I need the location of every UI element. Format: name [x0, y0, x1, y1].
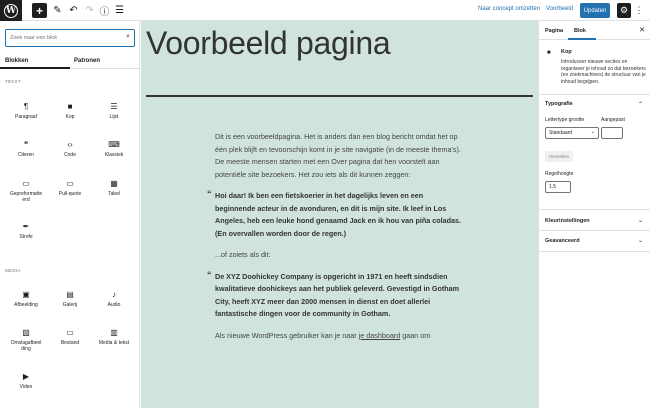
typography-heading[interactable]: Typografie — [545, 101, 573, 107]
image-icon: ▣ — [22, 290, 30, 299]
quote-block-1[interactable]: “ Hoi daar! Ik ben een fietskoerier in het dagelijks leven en een beginnende acteur in de avonduren, en dit is mijn site. Ik leef in Los Angeles, heb een leuke hond genaamd Jack en ik hou van piña coladas. (En overvallen worden door de regen.) — [215, 190, 465, 240]
quote-icon: ❝ — [23, 140, 29, 149]
block-strofe[interactable]: ✒ Strofe — [4, 221, 48, 257]
block-card-title: Kop — [561, 49, 572, 55]
tab-patronen[interactable]: Patronen — [74, 58, 101, 64]
sidebar-tabs — [539, 21, 650, 40]
list-icon: ☰ — [110, 102, 118, 111]
block-pull-quote[interactable]: ▭ Pull-quote — [48, 178, 92, 214]
outro-paragraph[interactable]: Als nieuwe WordPress gebruiker kan je naar je dashboard gaan om — [215, 330, 431, 340]
block-inserter-panel — [0, 21, 140, 408]
divider — [539, 230, 650, 231]
list-view-icon[interactable]: ☰ — [115, 5, 124, 16]
custom-size-input[interactable] — [601, 127, 623, 139]
block-omslagafbeelding[interactable]: ▨ Omslagafbeel ding — [4, 327, 48, 363]
block-afbeelding[interactable]: ▣ Afbeelding — [4, 289, 48, 325]
reset-button[interactable]: Herstellen — [545, 151, 573, 162]
save-draft-button[interactable]: Naar concept omzetten — [478, 6, 541, 12]
block-gepreformatteerd[interactable]: ▭ Gepreformatte erd — [4, 178, 48, 214]
verse-icon: ✒ — [22, 222, 30, 231]
color-settings-heading[interactable]: Kleurinstellingen — [545, 218, 590, 224]
cover-icon: ▨ — [22, 328, 30, 337]
gallery-icon: ▤ — [66, 290, 74, 299]
block-search — [5, 29, 135, 47]
tab-blokken[interactable]: Blokken — [5, 58, 29, 64]
divider — [539, 251, 650, 252]
block-audio[interactable]: ♪ Audio — [92, 289, 136, 325]
update-button[interactable]: Updaten — [580, 3, 610, 18]
section-label-media: MEDIA — [5, 268, 21, 273]
intro-paragraph[interactable]: Dit is een voorbeeldpagina. Het is anders dan een blog bericht omdat het op één plek blijft en tevoorschijn komt in je site navigatie (in de meeste thema's). De meeste mensen starten met een Over pagina dat hen voorstelt aan potentiële site bezoekers. Het zou iets als dit kunnen zeggen: — [215, 132, 461, 179]
block-paragraaf[interactable]: ¶ Paragraaf — [4, 101, 48, 137]
undo-icon[interactable]: ↶ — [69, 5, 78, 16]
chevron-down-icon: ⌄ — [590, 129, 595, 135]
paragraph-icon: ¶ — [23, 102, 29, 111]
block-tabel[interactable]: ▦ Tabel — [92, 178, 136, 214]
close-icon[interactable]: ✕ — [639, 27, 645, 34]
chevron-down-icon[interactable]: ⌄ — [637, 238, 643, 244]
line-height-label: Regelhoogte — [545, 171, 574, 177]
top-toolbar — [0, 0, 650, 21]
block-bestand[interactable]: ▭ Bestand — [48, 327, 92, 363]
line-height-input[interactable]: 1.5 — [545, 181, 571, 193]
preview-button[interactable]: Voorbeeld — [546, 6, 574, 12]
preformatted-icon: ▭ — [22, 179, 30, 188]
info-icon[interactable]: ⓘ — [99, 7, 110, 18]
table-icon: ▦ — [110, 179, 118, 188]
settings-gear-icon[interactable]: ⚙ — [617, 3, 631, 18]
divider — [539, 209, 650, 210]
editor-canvas[interactable] — [141, 21, 538, 408]
search-icon[interactable]: ⌕ — [126, 33, 130, 40]
divider — [539, 94, 650, 95]
block-code[interactable]: ‹› Code — [48, 139, 92, 175]
add-block-icon[interactable]: + — [32, 3, 47, 18]
redo-icon[interactable]: ↷ — [85, 5, 94, 16]
block-lijst[interactable]: ☰ Lijst — [92, 101, 136, 137]
file-icon: ▭ — [66, 328, 74, 337]
block-media-tekst[interactable]: ▥ Media & tekst — [92, 327, 136, 363]
block-kop[interactable]: ■ Kop — [48, 101, 92, 137]
tab-pagina[interactable]: Pagina — [545, 28, 564, 34]
block-card-description: Introduceer nieuwe secties en organiseer je inhoud zo dat bezoekers (en zoekmachines) de structuur van je inhoud begrijpen. — [561, 59, 646, 85]
more-options-icon[interactable]: ⋮ — [634, 5, 644, 15]
block-citeren[interactable]: ❝ Citeren — [4, 139, 48, 175]
video-icon: ▶ — [22, 372, 30, 381]
page-title[interactable]: Voorbeeld pagina — [146, 25, 391, 61]
code-icon: ‹› — [67, 140, 73, 149]
separator — [146, 95, 533, 97]
page-content[interactable] — [215, 131, 465, 351]
block-klassiek[interactable]: ⌨ Klassiek — [92, 139, 136, 175]
chevron-down-icon[interactable]: ⌄ — [637, 218, 643, 224]
pencil-icon[interactable]: ✎ — [53, 5, 62, 16]
media-text-icon: ▥ — [110, 328, 118, 337]
search-input[interactable] — [10, 33, 110, 43]
advanced-heading[interactable]: Geavanceerd — [545, 238, 580, 244]
font-size-label: Lettertype grootte — [545, 117, 585, 123]
block-video[interactable]: ▶ Video — [4, 371, 48, 407]
keyboard-icon: ⌨ — [108, 140, 120, 149]
wordpress-logo-icon[interactable]: W — [0, 0, 22, 21]
inserter-tabs — [0, 55, 140, 69]
settings-sidebar — [538, 21, 650, 408]
bookmark-icon: ■ — [547, 50, 551, 56]
audio-icon: ♪ — [112, 290, 116, 299]
active-tab-indicator — [0, 67, 70, 69]
middle-paragraph[interactable]: ...of zoiets als dit: — [215, 250, 271, 259]
pullquote-icon: ▭ — [66, 179, 74, 188]
dashboard-link[interactable]: je dashboard — [358, 330, 401, 340]
section-label-tekst: TEKST — [5, 79, 22, 84]
custom-size-label: Aangepast — [601, 117, 625, 123]
quote-block-2[interactable]: “ De XYZ Doohickey Company is opgericht in 1971 en heeft sindsdien kwalitatieve doohickeys aan het publiek geleverd. Gevestigd in Gotham City, heeft XYZ meer dan 2000 mensen in dienst en doet allerlei fantastische dingen voor de community in Gotham. — [215, 271, 465, 321]
tab-blok[interactable]: Blok — [574, 28, 586, 34]
active-tab-indicator — [568, 38, 596, 40]
block-galerij[interactable]: ▤ Galerij — [48, 289, 92, 325]
bookmark-icon: ■ — [67, 102, 73, 111]
chevron-up-icon[interactable]: ⌃ — [637, 102, 643, 108]
font-size-select[interactable]: Standaard ⌄ — [545, 127, 599, 139]
